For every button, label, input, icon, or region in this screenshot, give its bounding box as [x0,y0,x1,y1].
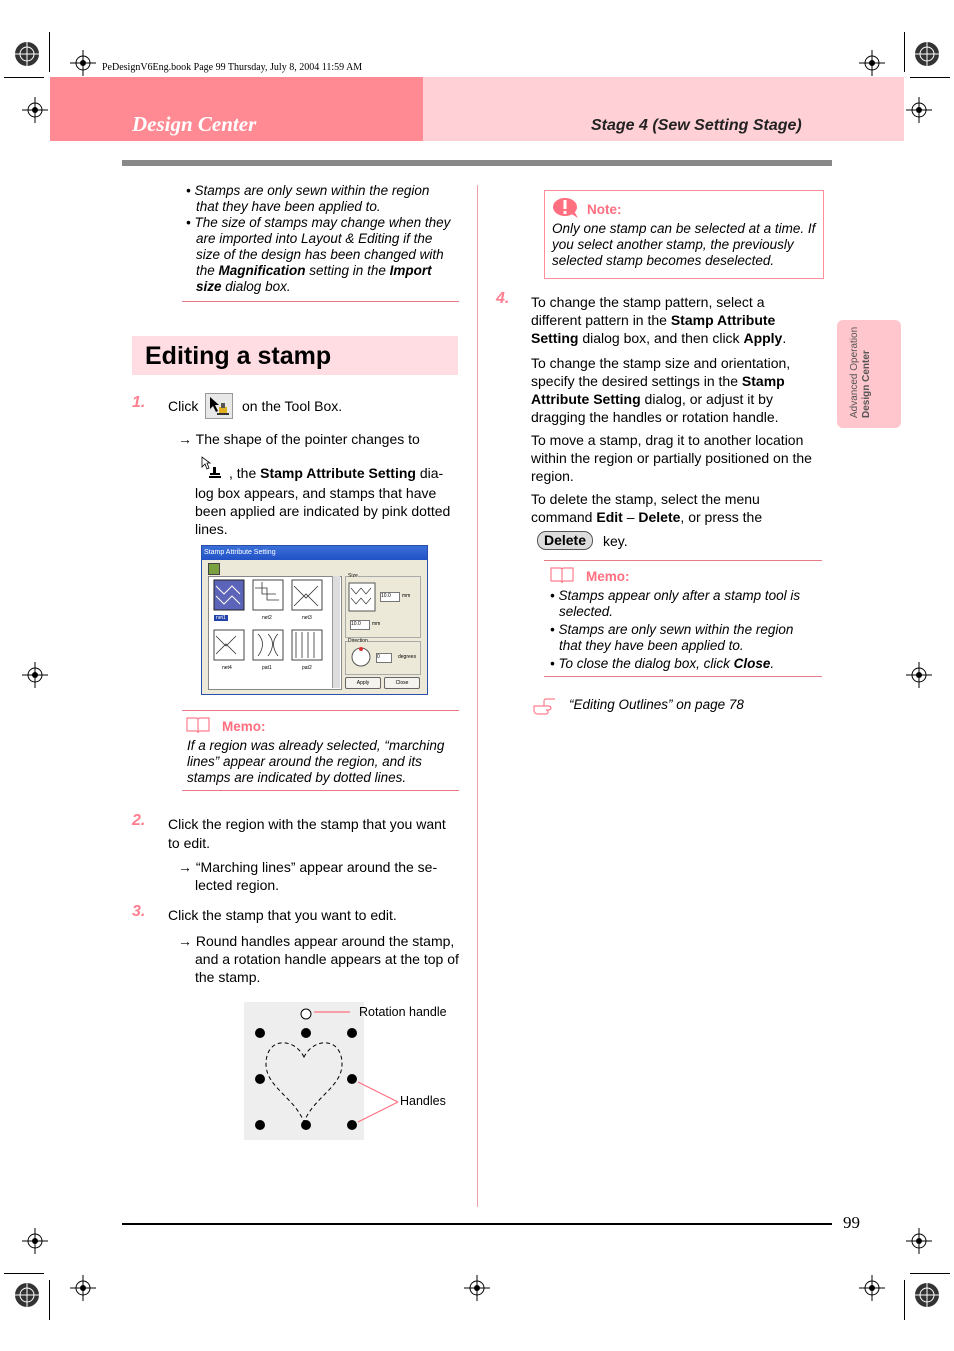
step2-result: lected region. [195,877,280,893]
pattern-thumbnails[interactable] [210,578,338,664]
section-title: Editing a stamp [145,342,332,370]
stamp-tool-icon[interactable] [205,393,233,419]
pattern-label: net1 [216,615,226,621]
cross-reference-link[interactable]: “Editing Outlines” on page 78 [569,697,744,712]
crosshair-icon [22,662,48,688]
footer-rule [122,1223,832,1225]
crop-mark [910,1273,950,1274]
pointing-hand-icon [532,698,558,716]
step1-result: → The shape of the pointer changes to [178,431,420,447]
memo-rule [544,676,822,677]
step3-text: Click the stamp that you want to edit. [168,907,397,923]
stamp-attribute-dialog [201,545,428,695]
memo-rule [182,790,459,791]
memo-book-icon [186,716,210,734]
step4-paragraph-4: To delete the stamp, select the menu command Edit – Delete, or press the [531,491,763,525]
size-unit: mm [372,621,381,627]
pattern-label: pat1 [262,665,272,671]
bullet-rule [182,301,459,302]
step-number: 3. [132,903,146,920]
size-label: Size [348,573,358,579]
size-width-input[interactable]: 10.0 [380,592,400,602]
memo-text: • Stamps appear only after a stamp tool is selected. • Stamps are only sewn within the region that they have been applied to. • To close the dialog box, click Close. [550,588,801,671]
crosshair-icon [906,662,932,688]
stamp-handles-figure [244,1002,454,1140]
dialog-title: Stamp Attribute Setting [202,546,427,560]
memo-label: Memo: [222,719,266,734]
page-number: 99 [843,1213,860,1232]
crop-mark [904,32,905,72]
step-number: 2. [132,812,146,829]
crosshair-icon [906,97,932,123]
crosshair-icon [70,50,96,76]
crop-mark [904,1280,905,1320]
rotation-handle-label: Rotation handle [359,1005,447,1019]
registration-circle-icon [13,1281,41,1309]
memo-text: If a region was already selected, “marching lines” appear around the region, and its stamps are indicated by dotted lines. [187,738,445,785]
step3-result: the stamp. [195,969,261,985]
step1-result-line5: lines. [195,521,228,537]
handles-label: Handles [400,1094,446,1108]
crop-mark [49,32,50,72]
top-bullet-list: • Stamps are only sewn within the region that they have been applied to. • The size of stamps may change when they are imported into Layout & Editing if the size of the design has been changed with the Magnification setting in the Import size dialog box. [186,183,451,294]
pattern-label: net3 [302,615,312,621]
note-label: Note: [587,202,622,217]
step-number: 1. [132,394,146,411]
step1-click-text: Click [168,398,199,414]
step4-paragraph-1: To change the stamp pattern, select a different pattern in the Stamp Attribute Setting dialog box, and then click Apply. [531,294,787,346]
size-unit: mm [402,593,411,599]
step2-text: to edit. [168,835,211,851]
note-warning-icon [552,197,580,219]
crop-mark [49,1280,50,1320]
direction-input[interactable]: 0 [376,653,392,663]
step4-paragraph-2: To change the stamp size and orientation, specify the desired settings in the Stamp Attribute Setting dialog, or adjust it by dragging the handles or rotation handle. [531,355,791,425]
dialog-tool-icon[interactable] [208,563,220,575]
step1-result-line3: log box appears, and stamps that have [195,485,437,501]
close-button[interactable]: Close [384,677,420,689]
pattern-label: net2 [262,615,272,621]
step3-result: and a rotation handle appears at the top of [195,951,459,967]
registration-circle-icon [13,40,41,68]
size-preview-icon [348,582,376,612]
step1-result-line2: , the Stamp Attribute Setting dia- [229,465,444,481]
direction-unit: degrees [398,654,417,660]
step2-text: Click the region with the stamp that you want [168,816,446,832]
crosshair-icon [464,1275,490,1301]
side-tab-label: Advanced Operation Design Center [849,326,872,418]
stage-title: Stage 4 (Sew Setting Stage) [591,117,802,134]
crosshair-icon [859,50,885,76]
crosshair-icon [22,1228,48,1254]
crosshair-icon [906,1228,932,1254]
step3-result: → Round handles appear around the stamp, [178,933,455,949]
step4-paragraph-3: To move a stamp, drag it to another location within the region or partially positioned on the region. [531,432,812,484]
apply-button[interactable]: Apply [345,677,381,689]
step1-result-line4: been applied are indicated by pink dotted [195,503,451,519]
registration-circle-icon [913,1281,941,1309]
registration-circle-icon [913,40,941,68]
crosshair-icon [70,1275,96,1301]
file-info: PeDesignV6Eng.book Page 99 Thursday, July 8, 2004 11:59 AM [102,62,363,73]
crosshair-icon [859,1275,885,1301]
chapter-title: Design Center [132,112,257,136]
header-rule [122,160,832,166]
delete-key: Delete [537,531,593,550]
pattern-label: net4 [222,665,232,671]
crop-mark [4,1273,44,1274]
crop-mark [910,77,950,78]
stamp-pointer-icon [199,455,227,481]
note-text: Only one stamp can be selected at a time. If you select another stamp, the previously selected stamp becomes deselected. [552,221,816,268]
memo-label: Memo: [586,569,630,584]
memo-rule [544,560,822,561]
crop-mark [4,77,44,78]
crosshair-icon [22,97,48,123]
step-number: 4. [496,290,510,307]
memo-book-icon [550,566,574,584]
step2-result: → “Marching lines” appear around the se- [178,859,438,875]
key-suffix: key. [603,533,628,549]
pattern-label: pat2 [302,665,312,671]
size-height-input[interactable]: 10.0 [350,620,370,630]
pattern-scrollbar[interactable] [332,576,340,688]
memo-rule [182,710,459,711]
direction-label: Direction [348,638,368,644]
direction-dial-icon[interactable] [350,646,372,668]
column-divider [477,185,478,1207]
step1-after-text: on the Tool Box. [242,398,343,414]
